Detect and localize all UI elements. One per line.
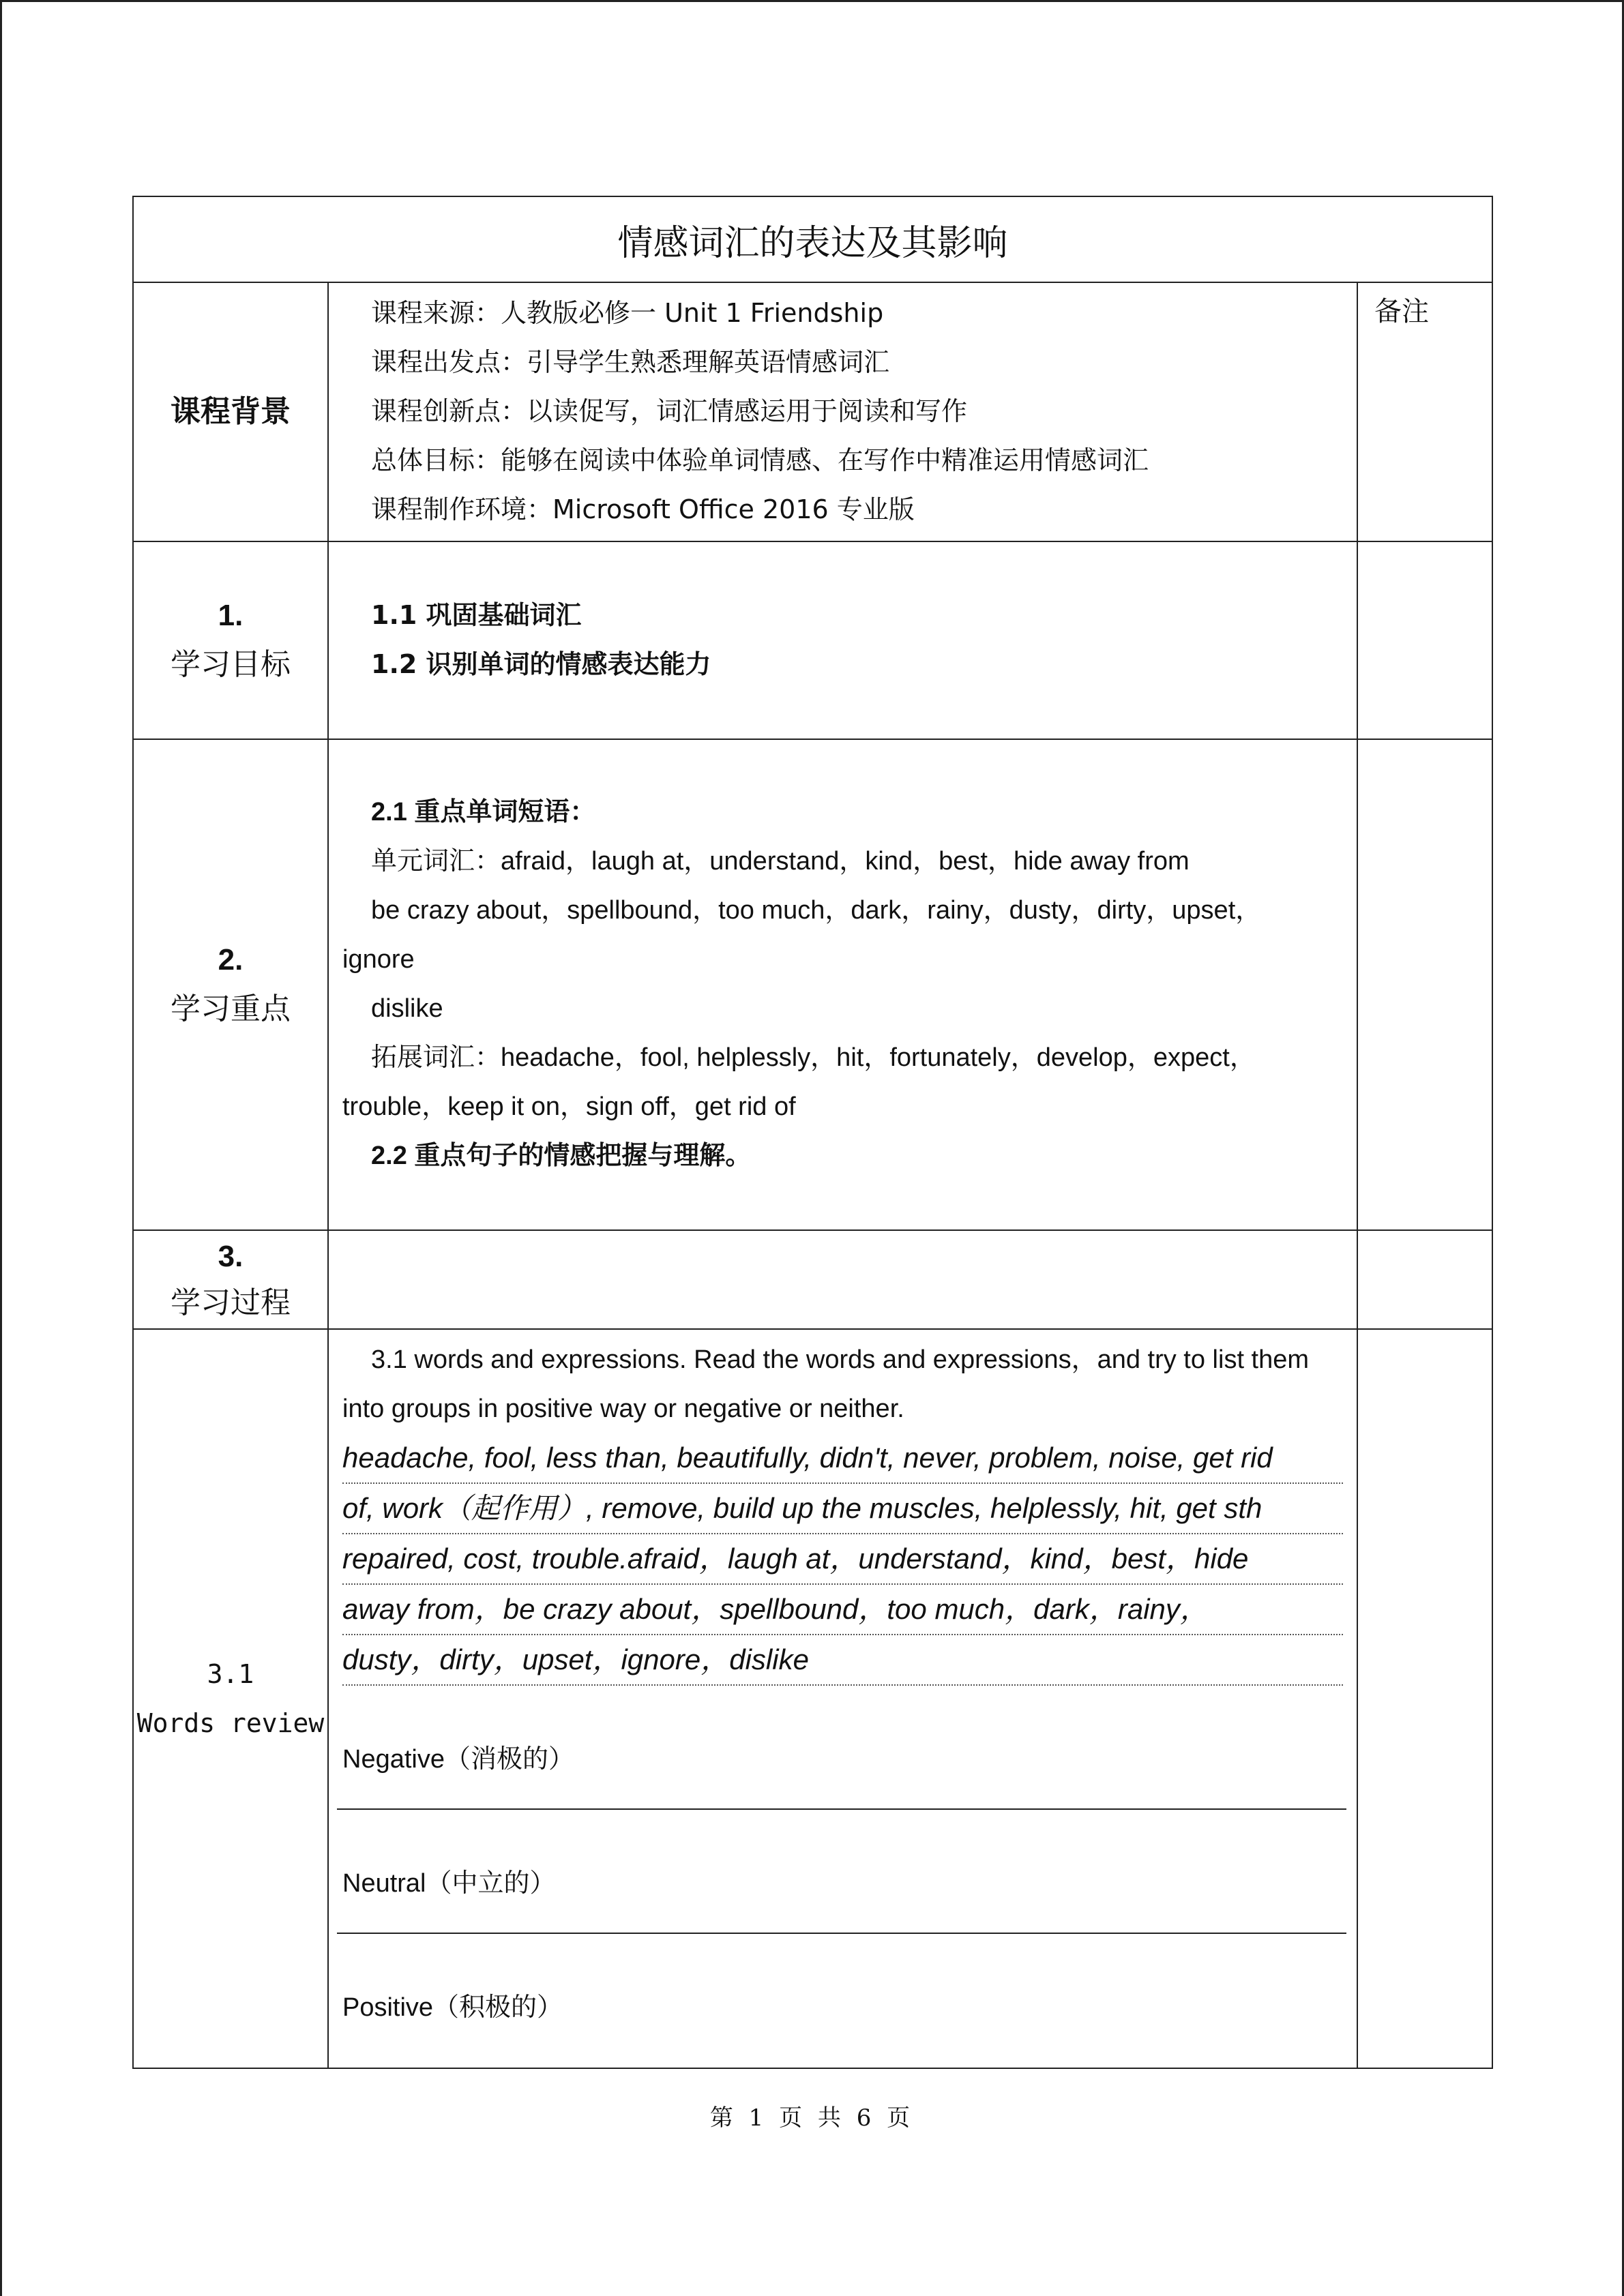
background-line: 课程创新点：以读促写，词汇情感运用于阅读和写作: [371, 396, 968, 426]
objectives-row: [133, 541, 1492, 739]
negative-category-label: Negative（消极的）: [342, 1745, 574, 1774]
background-label-text: 课程背景: [171, 394, 291, 429]
background-line: 课程出发点：引导学生熟悉理解英语情感词汇: [371, 347, 890, 377]
words-review-content: [328, 1329, 1357, 2068]
key-sentences-heading: 2.2 重点句子的情感把握与理解。: [371, 1142, 752, 1170]
positive-category-label: Positive（积极的）: [342, 1993, 563, 2022]
key-points-label: [133, 739, 328, 1230]
objectives-content: [328, 541, 1357, 739]
unit-words-line: 单元词汇：afraid，laugh at，understand，kind，best，hide away from: [371, 847, 1190, 876]
objectives-remarks: [1357, 541, 1492, 739]
page-top-border: [0, 0, 1624, 2]
extended-words-line: 拓展词汇：headache，fool, helplessly，hit，fortunately，develop，expect，: [371, 1043, 1256, 1072]
key-points-label-text: 学习重点: [171, 992, 291, 1026]
word-list: [342, 1433, 1343, 1686]
word-list-line: dusty，dirty，upset，ignore，dislike: [342, 1635, 1343, 1686]
words-review-remarks: [1357, 1329, 1492, 2068]
background-content: [328, 282, 1357, 541]
background-line: 课程制作环境：Microsoft Office 2016 专业版: [371, 494, 915, 524]
word-list-line: repaired, cost, trouble.afraid，laugh at，understand，kind，best，hide: [342, 1534, 1343, 1585]
lesson-plan-table: [132, 196, 1493, 2069]
title-row: [133, 196, 1492, 282]
page-footer: 第 1 页 共 6 页: [709, 2104, 915, 2132]
unit-words-line: be crazy about，spellbound，too much，dark，rainy，dusty，dirty，upset，: [371, 896, 1262, 925]
key-points-content: [328, 739, 1357, 1230]
background-row: [133, 282, 1492, 541]
key-points-number: 2.: [218, 943, 243, 976]
key-points-remarks: [1357, 739, 1492, 1230]
objectives-label-text: 学习目标: [171, 647, 291, 682]
unit-words-line: ignore: [342, 945, 415, 974]
unit-words-line: dislike: [371, 994, 443, 1023]
process-label-text: 学习过程: [171, 1285, 291, 1320]
words-review-intro: 3.1 words and expressions. Read the words and expressions，and try to list them: [371, 1345, 1310, 1374]
page-left-border: [0, 0, 2, 2296]
objectives-label: [133, 541, 328, 739]
process-row: [133, 1230, 1492, 1329]
background-line: 总体目标：能够在阅读中体验单词情感、在写作中精准运用情感词汇: [371, 445, 1149, 475]
remarks-cell: 备注: [1357, 282, 1492, 541]
words-review-label: [133, 1329, 328, 2068]
process-remarks: [1357, 1230, 1492, 1329]
background-label: [133, 282, 328, 541]
words-review-row: [133, 1329, 1492, 2068]
neutral-category-label: Neutral（中立的）: [342, 1869, 556, 1898]
word-list-line: headache, fool, less than, beautifully, didn't, never, problem, noise, get rid: [342, 1433, 1343, 1484]
words-review-number: 3.1: [207, 1659, 254, 1689]
process-number: 3.: [218, 1239, 243, 1273]
words-review-intro: into groups in positive way or negative or neither.: [342, 1395, 904, 1423]
word-list-line: away from，be crazy about，spellbound，too much，dark，rainy，: [342, 1585, 1343, 1635]
process-content: [328, 1230, 1357, 1329]
document-title: 情感词汇的表达及其影响: [133, 196, 1492, 282]
words-review-label-text: Words review: [136, 1708, 325, 1738]
process-label: [133, 1230, 328, 1329]
extended-words-line: trouble，keep it on，sign off，get rid of: [342, 1092, 796, 1121]
background-line: 课程来源：人教版必修一 Unit 1 Friendship: [371, 298, 884, 328]
objectives-number: 1.: [218, 599, 243, 632]
key-points-row: [133, 739, 1492, 1230]
objective-item: 1.1 巩固基础词汇: [371, 600, 582, 630]
key-words-heading: 2.1 重点单词短语：: [371, 798, 596, 826]
word-list-line: of, work（起作用）, remove, build up the muscles, helplessly, hit, get sth: [342, 1484, 1343, 1534]
objective-item: 1.2 识别单词的情感表达能力: [371, 649, 711, 679]
